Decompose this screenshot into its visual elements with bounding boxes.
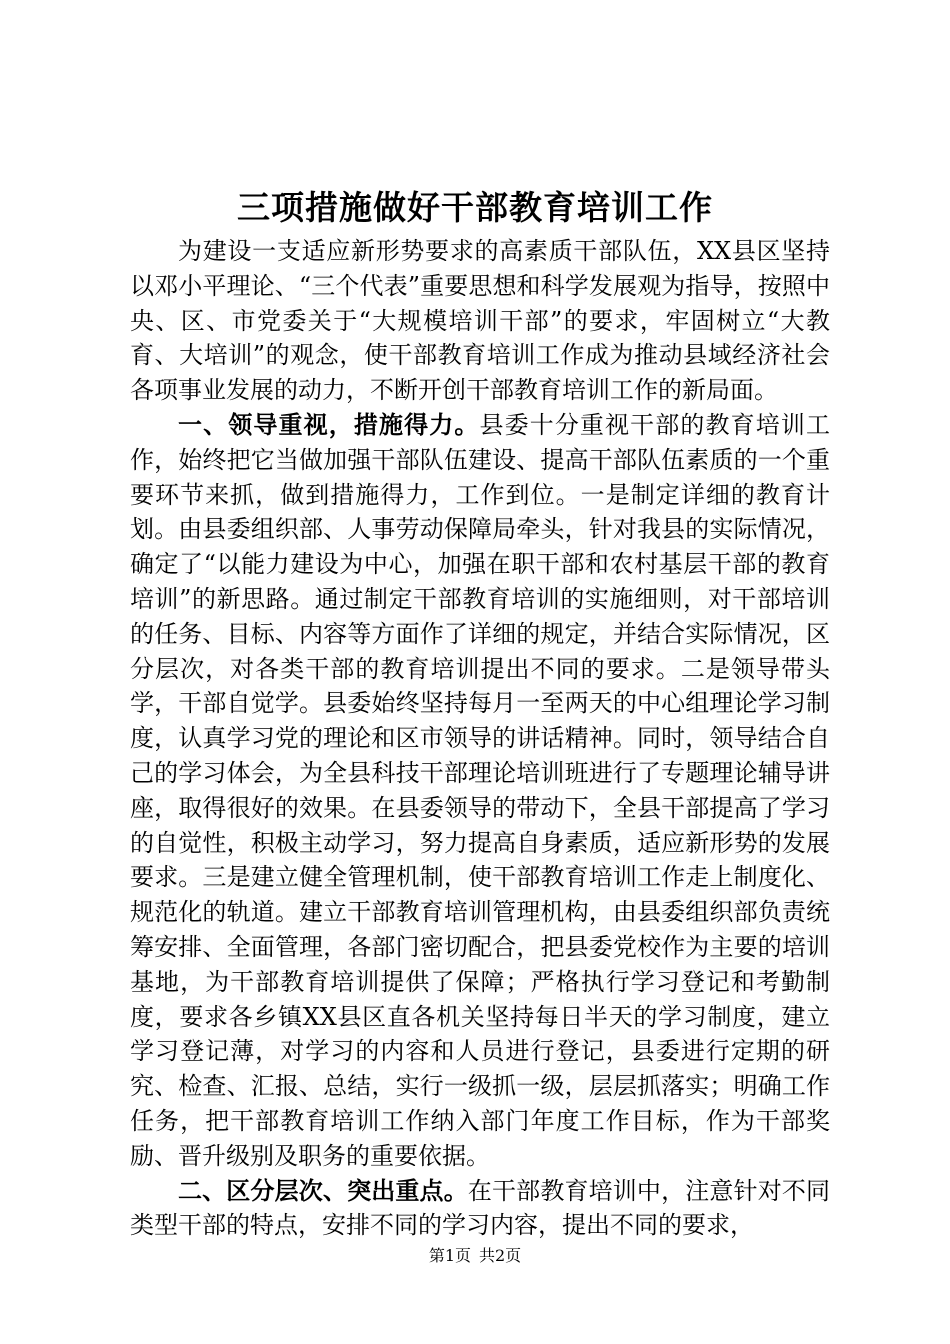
section-heading: 二、区分层次、突出重点。 — [178, 1175, 468, 1205]
page-footer — [0, 1245, 950, 1267]
page-number: 第1页 — [428, 1246, 471, 1265]
paragraph-section-1 — [130, 408, 830, 1174]
section-heading: 一、领导重视，措施得力。 — [178, 409, 480, 439]
paragraph-text: 县委十分重视干部的教育培训工作，始终把它当做加强干部队伍建设、提高干部队伍素质的一个重要环节来抓，做到措施得力，工作到位。一是制定详细的教育计划。由县委组织部、人事劳动保障局牵头，针对我县的实际情况，确定了“以能力建设为中心，加强在职干部和农村基层干部的教育培训”的新思路。通过制定干部教育培训的实施细则，对干部培训的任务、目标、内容等方面作了详细的规定，并结合实际情况，区分层次，对各类干部的教育培训提出不同的要求。二是领导带头学，干部自觉学。县委始终坚持每月一至两天的中心组理论学习制度，认真学习党的理论和区市领导的讲话精神。同时，领导结合自己的学习体会，为全县科技干部理论培训班进行了专题理论辅导讲座，取得很好的效果。在县委领导的带动下，全县干部提高了学习的自觉性，积极主动学习，努力提高自身素质，适应新形势的发展要求。三是建立健全管理机制，使干部教育培训工作走上制度化、规范化的轨道。建立干部教育培训管理机构，由县委组织部负责统筹安排、全面管理，各部门密切配合，把县委党校作为主要的培训基地，为干部教育培训提供了保障；严格执行学习登记和考勤制度，要求各乡镇XX县区直各机关坚持每日半天的学习制度，建立学习登记薄，对学习的内容和人员进行登记，县委进行定期的研究、检查、汇报、总结，实行一级抓一级，层层抓落实；明确工作任务，把干部教育培训工作纳入部门年度工作目标，作为干部奖励、晋升级别及职务的重要依据。 — [130, 410, 831, 1170]
paragraph-intro — [130, 234, 830, 408]
page-total: 共2页 — [479, 1246, 522, 1265]
paragraph-section-2 — [130, 1174, 830, 1244]
paragraph-text: 在干部教育培训中，注意针对不同类型干部的特点，安排不同的学习内容，提出不同的要求， — [130, 1176, 831, 1240]
paragraph-text: 为建设一支适应新形势要求的高素质干部队伍，XX县区坚持以邓小平理论、“三个代表”重要思想和科学发展观为指导，按照中央、区、市党委关于“大规模培训干部”的要求，牢固树立“大教育、大培训”的观念，使干部教育培训工作成为推动县域经济社会各项事业发展的动力，不断开创干部教育培训工作的新局面。 — [130, 237, 830, 405]
document-title: 三项措施做好干部教育培训工作 — [237, 188, 713, 227]
document-body — [130, 234, 830, 1243]
